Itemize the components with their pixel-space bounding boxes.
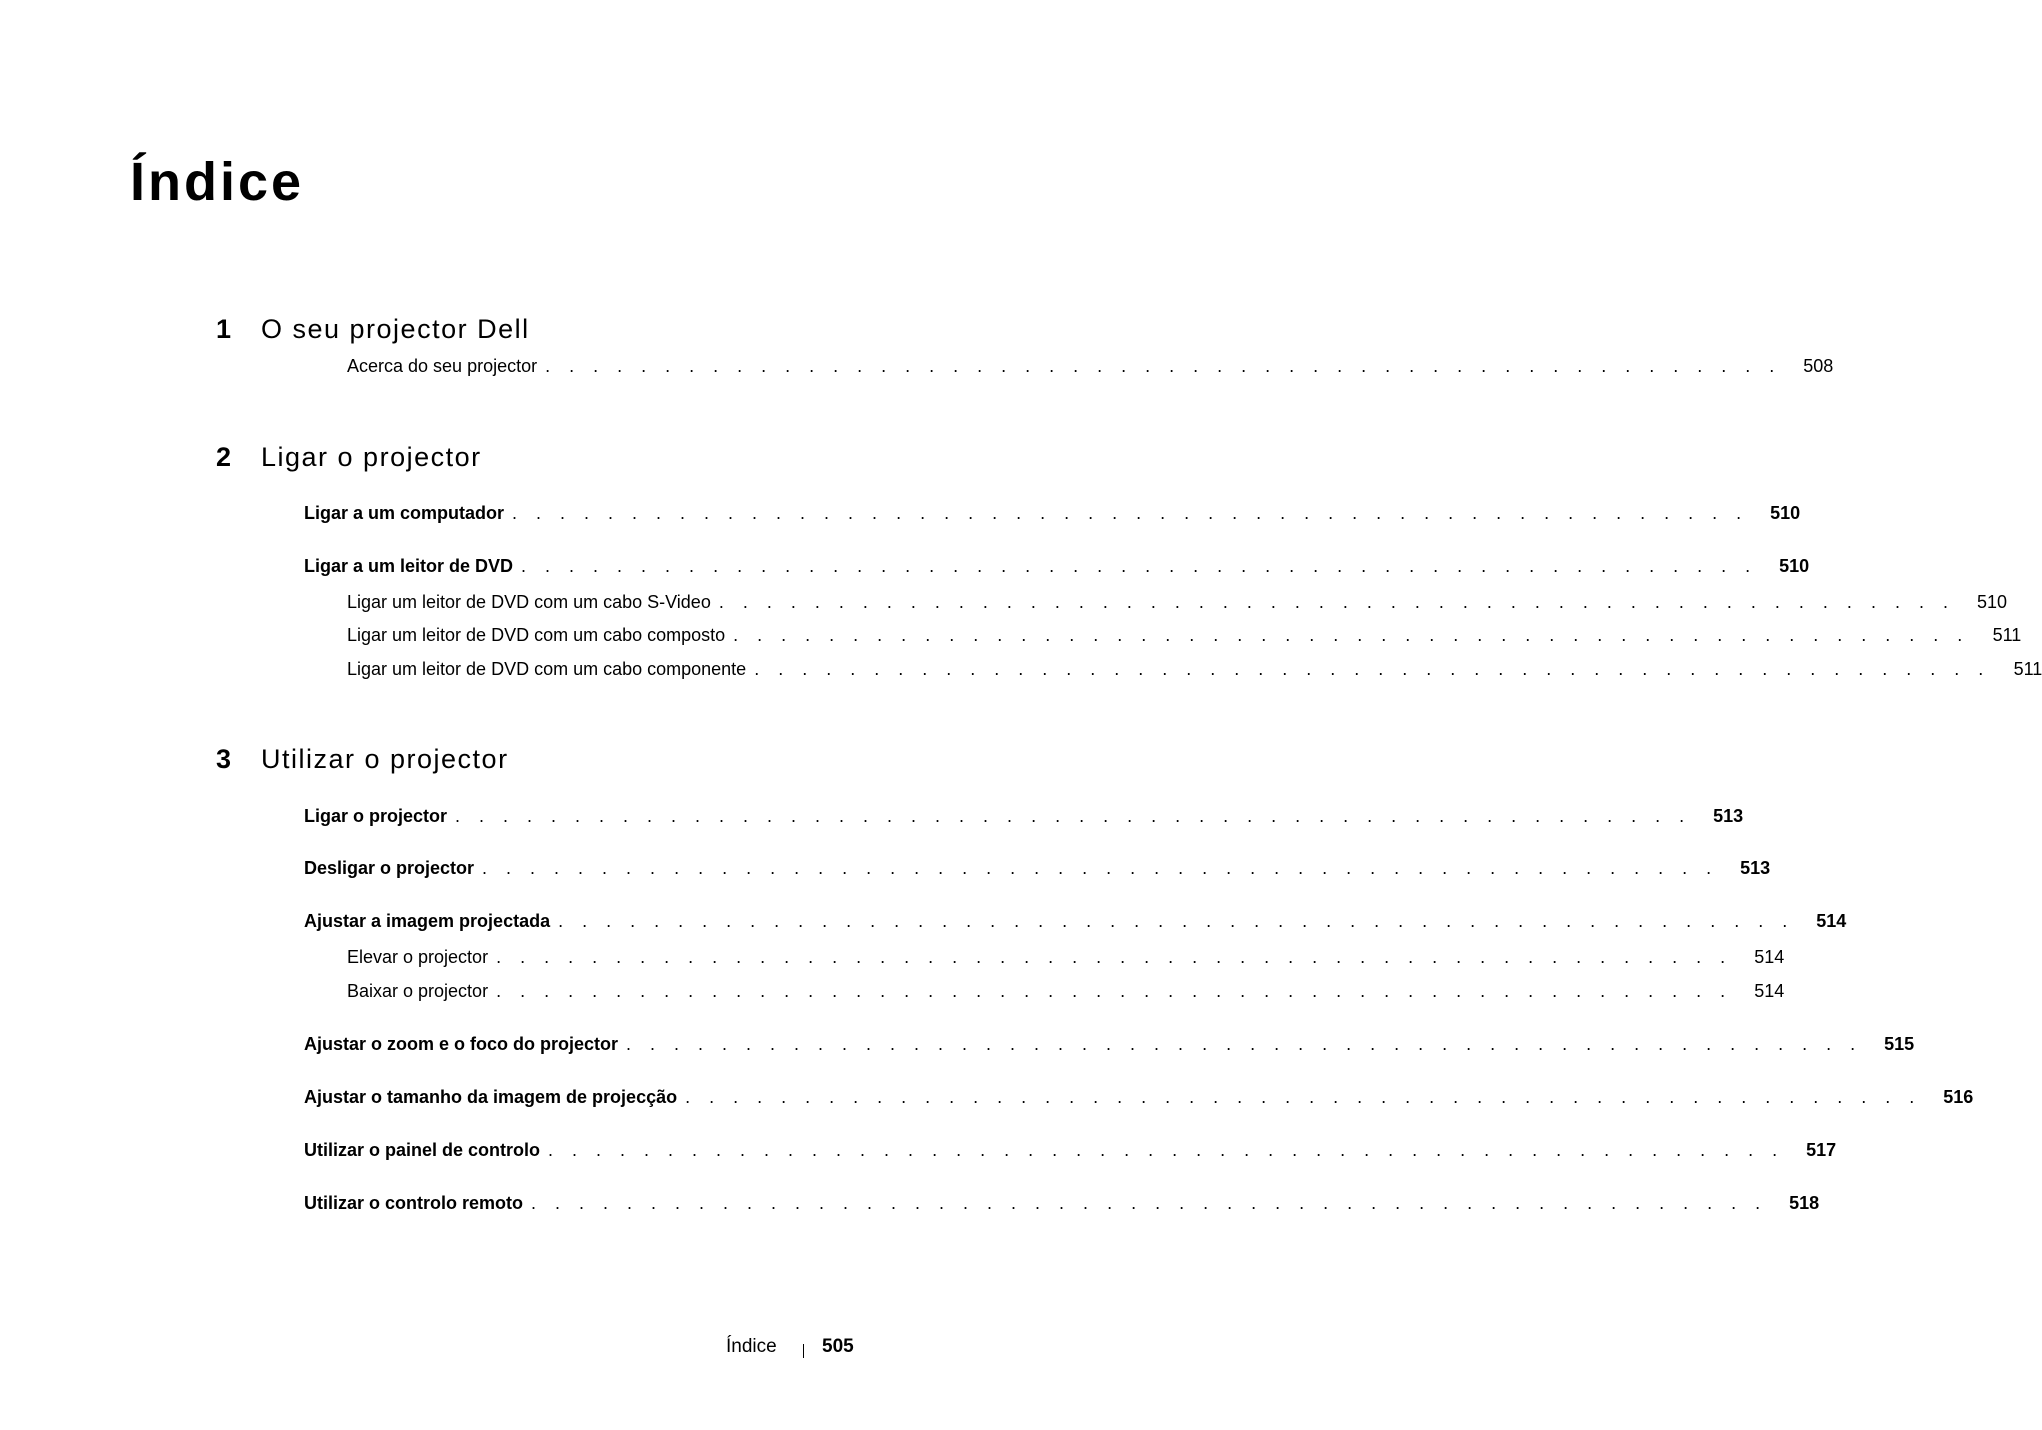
toc-entry-page: 514	[1816, 911, 1847, 931]
toc-entry-label: Ligar um leitor de DVD com um cabo S-Video	[347, 592, 711, 612]
toc-entry[interactable]	[304, 858, 1771, 884]
toc-entry-label: Ajustar a imagem projectada	[304, 911, 551, 931]
toc-entry[interactable]	[304, 806, 1744, 832]
toc-entry-label: Ligar um leitor de DVD com um cabo composto	[347, 625, 726, 645]
toc-entry-label: Ligar um leitor de DVD com um cabo componente	[347, 659, 747, 679]
toc-entry[interactable]	[304, 503, 1801, 529]
dot-leader: . . . . . . . . . . . . . . . . . . . . . . . . . . . . . . . . . . . . . . . . . . . . . . . . . . . .	[685, 1087, 1922, 1107]
toc-entry-page: 514	[1754, 947, 1785, 967]
toc-entry-page: 510	[1770, 503, 1801, 523]
dot-leader: . . . . . . . . . . . . . . . . . . . . . . . . . . . . . . . . . . . . . . . . . . . . . . . . . . . .	[718, 592, 1955, 612]
toc-entry[interactable]	[347, 592, 2007, 618]
dot-leader: . . . . . . . . . . . . . . . . . . . . . . . . . . . . . . . . . . . . . . . . . . . . . . . . . . . .	[512, 503, 1749, 523]
toc-entry-page: 511	[2013, 659, 2042, 679]
toc-entry[interactable]	[304, 1087, 1974, 1113]
toc-entry-label: Ajustar o tamanho da imagem de projecção	[304, 1087, 678, 1107]
dot-leader: . . . . . . . . . . . . . . . . . . . . . . . . . . . . . . . . . . . . . . . . . . . . . . . . . . . .	[496, 981, 1733, 1001]
toc-entry[interactable]	[304, 556, 1810, 582]
toc-entry-label: Baixar o projector	[347, 981, 489, 1001]
toc-entry-label: Ligar a um leitor de DVD	[304, 556, 514, 576]
dot-leader: . . . . . . . . . . . . . . . . . . . . . . . . . . . . . . . . . . . . . . . . . . . . . . . . . . . .	[531, 1193, 1768, 1213]
toc-entry[interactable]	[304, 1034, 1915, 1060]
toc-entry-page: 513	[1740, 858, 1771, 878]
toc-entry-page: 513	[1713, 806, 1744, 826]
toc-entry-label: Utilizar o painel de controlo	[304, 1140, 541, 1160]
dot-leader: . . . . . . . . . . . . . . . . . . . . . . . . . . . . . . . . . . . . . . . . . . . . . . . . . . . .	[626, 1034, 1863, 1054]
toc-entry[interactable]	[347, 356, 1834, 382]
toc-entry-page: 517	[1806, 1140, 1837, 1160]
page-title: Índice	[130, 152, 305, 212]
toc-entry[interactable]	[304, 911, 1847, 937]
chapter-title: Ligar o projector	[261, 442, 482, 472]
chapter-number: 1	[216, 314, 232, 344]
footer-divider	[803, 1344, 804, 1358]
toc-entry-label: Utilizar o controlo remoto	[304, 1193, 524, 1213]
footer-section-label: Índice	[726, 1336, 777, 1357]
toc-entry-page: 511	[1992, 625, 2022, 645]
toc-entry-label: Ajustar o zoom e o foco do projector	[304, 1034, 619, 1054]
footer-page-number: 505	[822, 1336, 854, 1357]
dot-leader: . . . . . . . . . . . . . . . . . . . . . . . . . . . . . . . . . . . . . . . . . . . . . . . . . . . .	[548, 1140, 1785, 1160]
dot-leader: . . . . . . . . . . . . . . . . . . . . . . . . . . . . . . . . . . . . . . . . . . . . . . . . . . . .	[733, 625, 1970, 645]
toc-entry[interactable]	[347, 947, 1785, 973]
toc-entry[interactable]	[304, 1193, 1820, 1219]
dot-leader: . . . . . . . . . . . . . . . . . . . . . . . . . . . . . . . . . . . . . . . . . . . . . . . . . . . .	[545, 356, 1782, 376]
toc-entry-label: Ligar o projector	[304, 806, 448, 826]
toc-entry-label: Acerca do seu projector	[347, 356, 538, 376]
toc-entry[interactable]	[347, 981, 1785, 1007]
toc-entry-page: 518	[1789, 1193, 1820, 1213]
toc-entry[interactable]	[347, 659, 2042, 685]
toc-entry-label: Elevar o projector	[347, 947, 489, 967]
toc-entry-page: 510	[1779, 556, 1810, 576]
dot-leader: . . . . . . . . . . . . . . . . . . . . . . . . . . . . . . . . . . . . . . . . . . . . . . . . . . . .	[754, 659, 1991, 679]
toc-entry-page: 510	[1976, 592, 2007, 612]
toc-entry[interactable]	[304, 1140, 1837, 1166]
chapter-title: O seu projector Dell	[261, 314, 530, 344]
toc-entry-page: 508	[1803, 356, 1834, 376]
toc-entry-label: Desligar o projector	[304, 858, 475, 878]
dot-leader: . . . . . . . . . . . . . . . . . . . . . . . . . . . . . . . . . . . . . . . . . . . . . . . . . . . .	[455, 806, 1692, 826]
chapter-number: 3	[216, 744, 232, 774]
dot-leader: . . . . . . . . . . . . . . . . . . . . . . . . . . . . . . . . . . . . . . . . . . . . . . . . . . . .	[558, 911, 1795, 931]
chapter-number: 2	[216, 442, 232, 472]
toc-entry-page: 516	[1943, 1087, 1974, 1107]
toc-entry-page: 514	[1754, 981, 1785, 1001]
dot-leader: . . . . . . . . . . . . . . . . . . . . . . . . . . . . . . . . . . . . . . . . . . . . . . . . . . . .	[521, 556, 1758, 576]
chapter-title: Utilizar o projector	[261, 744, 509, 774]
toc-entry[interactable]	[347, 625, 2022, 651]
toc-entry-page: 515	[1884, 1034, 1915, 1054]
dot-leader: . . . . . . . . . . . . . . . . . . . . . . . . . . . . . . . . . . . . . . . . . . . . . . . . . . . .	[482, 858, 1719, 878]
toc-entry-label: Ligar a um computador	[304, 503, 505, 523]
dot-leader: . . . . . . . . . . . . . . . . . . . . . . . . . . . . . . . . . . . . . . . . . . . . . . . . . . . .	[496, 947, 1733, 967]
